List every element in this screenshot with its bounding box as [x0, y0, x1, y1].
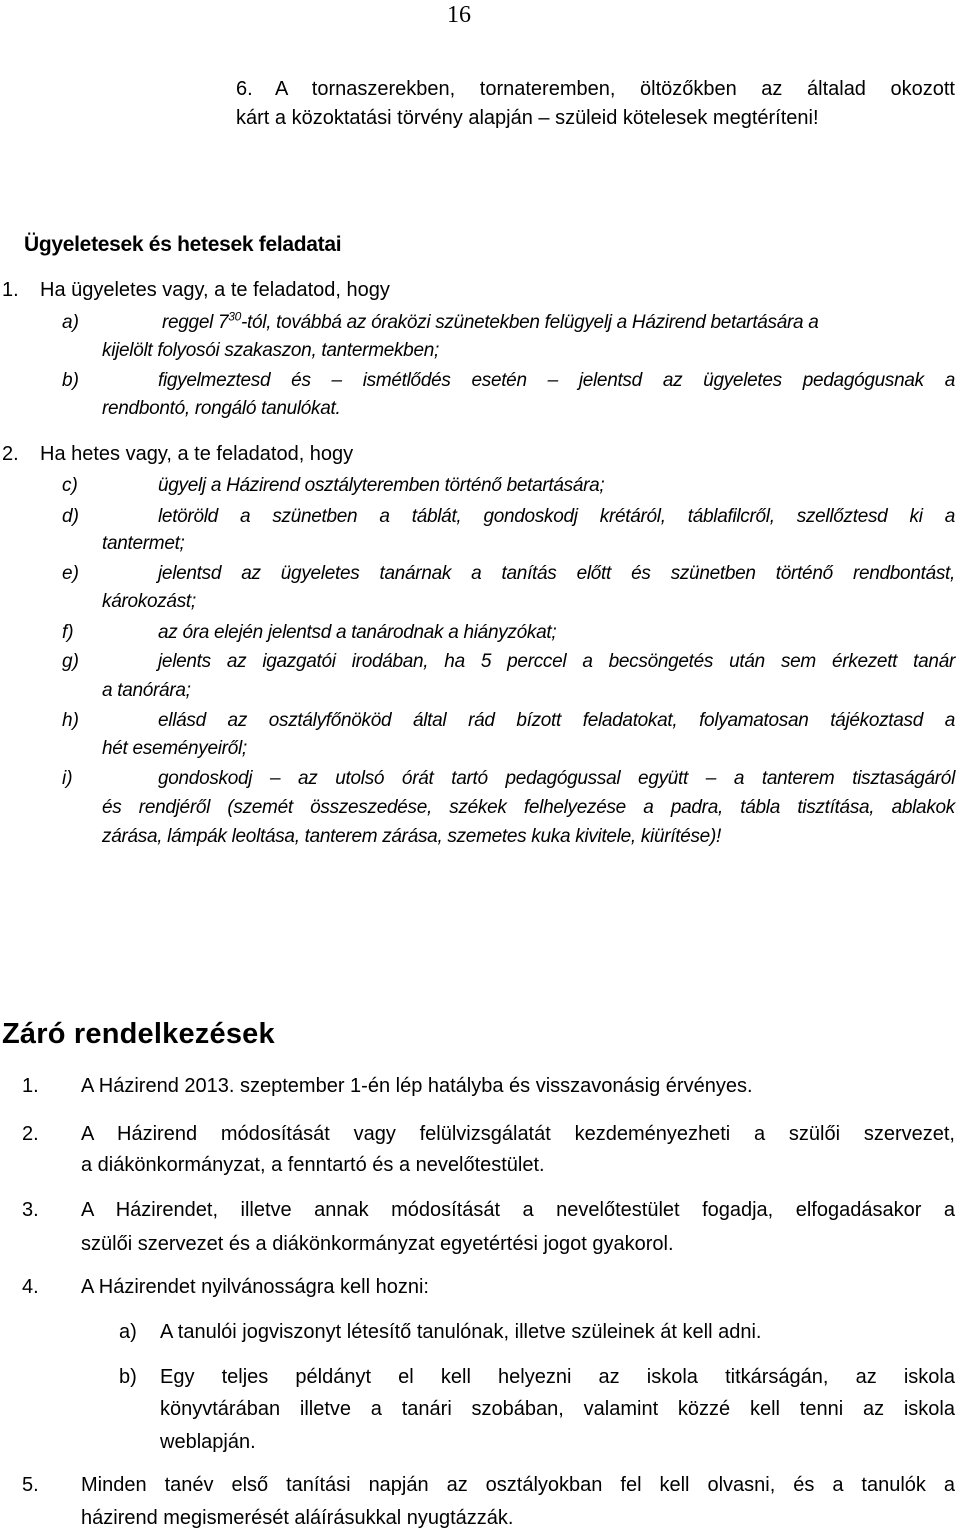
section-heading: Záró rendelkezések [2, 1018, 275, 1050]
list-number: 2. [2, 443, 19, 465]
sub-item-text: az óra elején jelentsd a tanárodnak a hiányzókat; [158, 622, 557, 643]
sub-item-text: Egy teljes példányt el kell helyezni az iskola titkárságán, az iskola [160, 1366, 955, 1388]
list-number: 2. [22, 1123, 39, 1145]
list-item-text: kárt a közoktatási törvény alapján – szüleid kötelesek megtéríteni! [236, 107, 819, 129]
list-item-text: A Házirendet nyilvánosságra kell hozni: [81, 1276, 429, 1298]
sub-item-text: kijelölt folyosói szakaszon, tantermekben; [102, 340, 439, 361]
sub-letter: a) [119, 1321, 137, 1343]
sub-item-text: ügyelj a Házirend osztályteremben történő betartására; [158, 475, 605, 496]
list-item-text: A Házirend 2013. szeptember 1-én lép hatályba és visszavonásig érvényes. [81, 1075, 753, 1097]
sub-item-text: hét eseményeiről; [102, 738, 247, 759]
sub-item-text [162, 309, 819, 334]
page-number: 16 [447, 2, 471, 28]
list-item-lead: Ha hetes vagy, a te feladatod, hogy [40, 443, 354, 465]
sub-letter: g) [62, 651, 79, 672]
list-item-text: A Házirend módosítását vagy felülvizsgálatát kezdeményezheti a szülői szervezet, [81, 1123, 955, 1145]
list-number: 3. [22, 1199, 39, 1221]
sub-item-text-rest: -tól, továbbá az óraközi szünetekben felügyelj a Házirend betartására a [241, 312, 819, 333]
sub-item-text: zárása, lámpák leoltása, tanterem zárása, szemetes kuka kivitele, kiürítése)! [102, 826, 721, 847]
list-number: 1. [2, 279, 19, 301]
sub-letter: a) [62, 312, 79, 333]
sub-letter: f) [62, 622, 74, 643]
sub-item-text: a tanórára; [102, 680, 191, 701]
list-number: 6. [236, 78, 253, 100]
sub-item-text: károkozást; [102, 591, 196, 612]
sub-item-text: rendbontó, rongáló tanulókat. [102, 398, 341, 419]
list-number: 4. [22, 1276, 39, 1298]
sub-letter: b) [62, 370, 79, 391]
list-item-lead: Ha ügyeletes vagy, a te feladatod, hogy [40, 279, 390, 301]
time-minute-superscript: 30 [228, 309, 242, 324]
sub-item-text: letöröld a szünetben a táblát, gondoskodj krétáról, táblafilcről, szellőztesd ki a [158, 506, 955, 527]
list-number: 5. [22, 1474, 39, 1496]
list-item-text: házirend megismerését aláírásukkal nyugtázzák. [81, 1507, 514, 1529]
sub-item-text: gondoskodj – az utolsó órát tartó pedagógussal együtt – a tanterem tisztaságáról [158, 768, 955, 789]
sub-letter: h) [62, 710, 79, 731]
time-hour: reggel 7 [162, 312, 229, 333]
list-item-text: A Házirendet, illetve annak módosítását a nevelőtestület fogadja, elfogadásakor a [81, 1199, 955, 1221]
sub-letter: c) [62, 475, 78, 496]
sub-item-text: könyvtárában illetve a tanári szobában, valamint közzé kell tenni az iskola [160, 1398, 955, 1420]
sub-item-text: tantermet; [102, 533, 185, 554]
list-item-text: a diákönkormányzat, a fenntartó és a nevelőtestület. [81, 1154, 545, 1176]
section-heading: Ügyeletesek és hetesek feladatai [24, 233, 342, 256]
list-item-text: A tornaszerekben, tornateremben, öltözőkben az általad okozott [275, 78, 955, 100]
sub-item-text: és rendjéről (szemét összeszedése, székek felhelyezése a padra, tábla tisztítása, ablakok [102, 797, 955, 818]
sub-letter: d) [62, 506, 79, 527]
list-number: 1. [22, 1075, 39, 1097]
sub-item-text: A tanulói jogviszonyt létesítő tanulónak, illetve szüleinek át kell adni. [160, 1321, 762, 1343]
sub-item-text: jelents az igazgatói irodában, ha 5 perccel a becsöngetés után sem érkezett tanár [158, 651, 955, 672]
sub-letter: e) [62, 563, 79, 584]
list-item-text: szülői szervezet és a diákönkormányzat egyetértési jogot gyakorol. [81, 1233, 674, 1255]
sub-item-text: figyelmeztesd és – ismétlődés esetén – jelentsd az ügyeletes pedagógusnak a [158, 370, 955, 391]
sub-item-text: weblapján. [160, 1431, 256, 1453]
list-item-text: Minden tanév első tanítási napján az osztályokban fel kell olvasni, és a tanulók a [81, 1474, 955, 1496]
sub-item-text: ellásd az osztályfőnököd által rád bízott feladatokat, folyamatosan tájékoztasd a [158, 710, 955, 731]
sub-item-text: jelentsd az ügyeletes tanárnak a tanítás előtt és szünetben történő rendbontást, [158, 563, 955, 584]
sub-letter: i) [62, 768, 73, 789]
sub-letter: b) [119, 1366, 137, 1388]
